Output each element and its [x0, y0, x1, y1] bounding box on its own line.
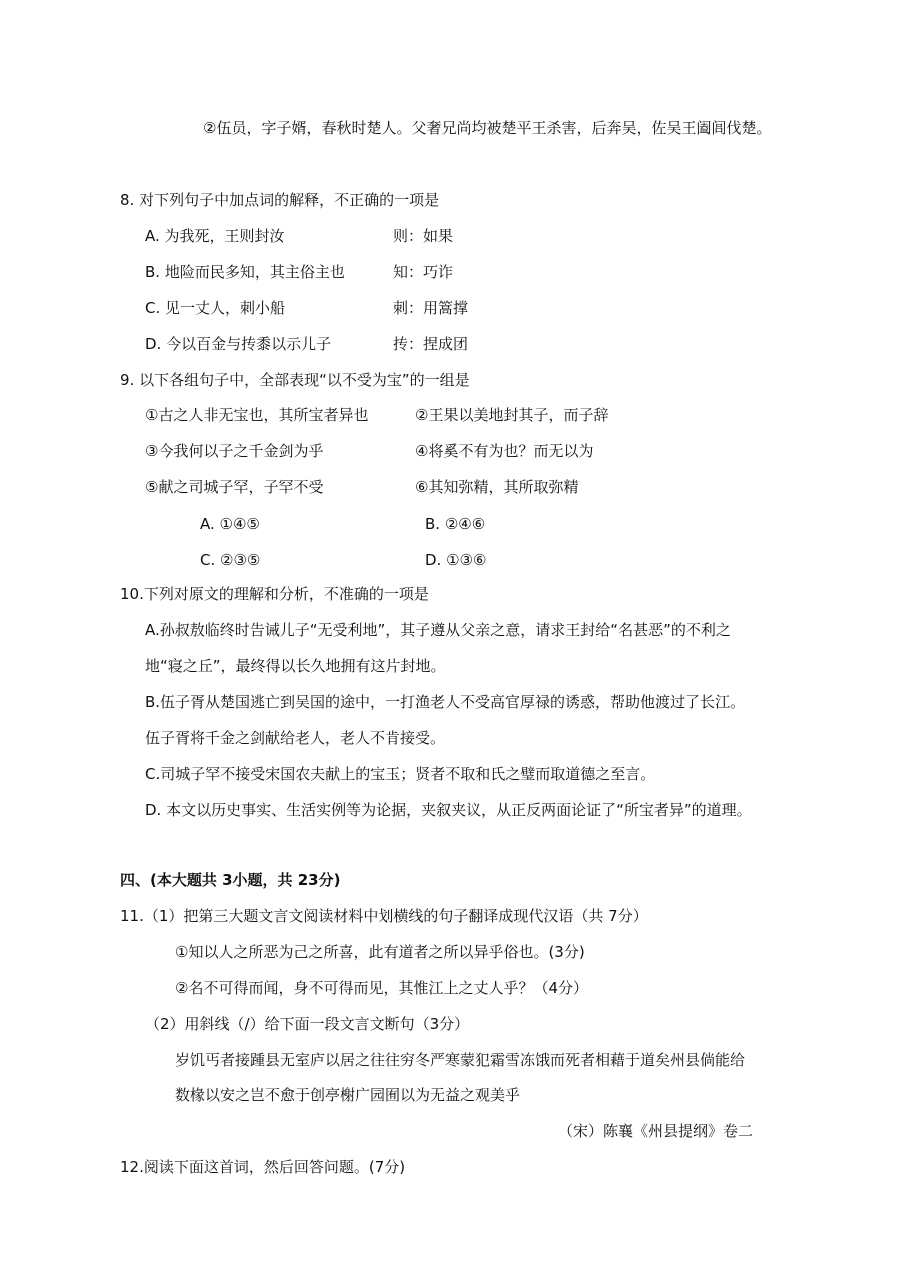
- q8-option-c-gloss: 刺：用篙撑: [393, 299, 469, 317]
- annotation-note-2: ②伍员，字子婿，春秋时楚人。父奢兄尚均被楚平王杀害，后奔吴，佐吴王阖闾伐楚。: [203, 119, 772, 137]
- question-8-stem: 8. 对下列句子中加点词的解释，不正确的一项是: [120, 191, 440, 209]
- q10-line-3: B.伍子胥从楚国逃亡到吴国的途中，一打渔老人不受高官厚禄的诱惑，帮助他渡过了长江。: [145, 693, 746, 711]
- q11-passage-source: （宋）陈襄《州县提纲》卷二: [558, 1122, 754, 1140]
- q9-choice-a: A. ①④⑤: [200, 515, 260, 533]
- q11-sentence-2: ②名不可得而闻，身不可得而见，其惟江上之丈人乎？（4分）: [175, 979, 588, 997]
- q11-sentence-1: ①知以人之所恶为己之所喜，此有道者之所以异乎俗也。(3分): [175, 943, 585, 961]
- section-4-heading: 四、(本大题共 3小题，共 23分): [120, 871, 341, 889]
- q10-line-5: C.司城子罕不接受宋国农夫献上的宝玉；贤者不取和氏之璧而取道德之至言。: [145, 765, 656, 783]
- q9-item-3: ③今我何以子之千金剑为乎: [145, 442, 324, 460]
- q10-line-2: 地“寝之丘”，最终得以长久地拥有这片封地。: [145, 657, 446, 675]
- q9-choice-b: B. ②④⑥: [425, 515, 486, 533]
- question-11-part-1: 11.（1）把第三大题文言文阅读材料中划横线的句子翻译成现代汉语（共 7分）: [120, 907, 648, 925]
- q8-option-a-gloss: 则：如果: [393, 227, 454, 245]
- q9-item-1: ①古之人非无宝也，其所宝者异也: [145, 406, 369, 424]
- q9-item-2: ②王果以美地封其子，而子辞: [415, 406, 609, 424]
- q9-choice-c: C. ②③⑤: [200, 551, 261, 569]
- q11-passage-line-1: 岁饥丐者接踵县无室庐以居之往往穷冬严寒蒙犯霜雪冻饿而死者相藉于道矣州县倘能给: [175, 1051, 746, 1069]
- q9-choice-d: D. ①③⑥: [425, 551, 487, 569]
- question-12-stem: 12.阅读下面这首词，然后回答问题。(7分): [120, 1158, 406, 1176]
- q10-line-4: 伍子胥将千金之剑献给老人，老人不肯接受。: [145, 729, 446, 747]
- q9-item-5: ⑤献之司城子罕，子罕不受: [145, 478, 324, 496]
- q8-option-a: A. 为我死，王则封汝: [145, 227, 285, 245]
- q8-option-b-gloss: 知：巧诈: [393, 263, 454, 281]
- q8-option-d-gloss: 抟：捏成团: [393, 335, 469, 353]
- question-9-stem: 9. 以下各组句子中，全部表现“以不受为宝”的一组是: [120, 371, 470, 389]
- q9-item-6: ⑥其知弥精，其所取弥精: [415, 478, 579, 496]
- q11-passage-line-2: 数椽以安之岂不愈于创亭榭广园囿以为无益之观美乎: [175, 1086, 521, 1104]
- question-10-stem: 10.下列对原文的理解和分析，不准确的一项是: [120, 585, 429, 603]
- question-11-part-2: （2）用斜线（/）给下面一段文言文断句（3分）: [145, 1015, 470, 1033]
- q9-item-4: ④将奚不有为也？而无以为: [415, 442, 594, 460]
- q8-option-d: D. 今以百金与抟黍以示儿子: [145, 335, 332, 353]
- q8-option-c: C. 见一丈人，刺小船: [145, 299, 286, 317]
- q10-line-1: A.孙叔敖临终时告诫儿子“无受利地”，其子遵从父亲之意，请求王封给“名甚恶”的不利之: [145, 621, 731, 639]
- q10-line-6: D. 本文以历史事实、生活实例等为论据，夹叙夹议，从正反两面论证了“所宝者异”的道理。: [145, 801, 752, 819]
- q8-option-b: B. 地险而民多知，其主俗主也: [145, 263, 345, 281]
